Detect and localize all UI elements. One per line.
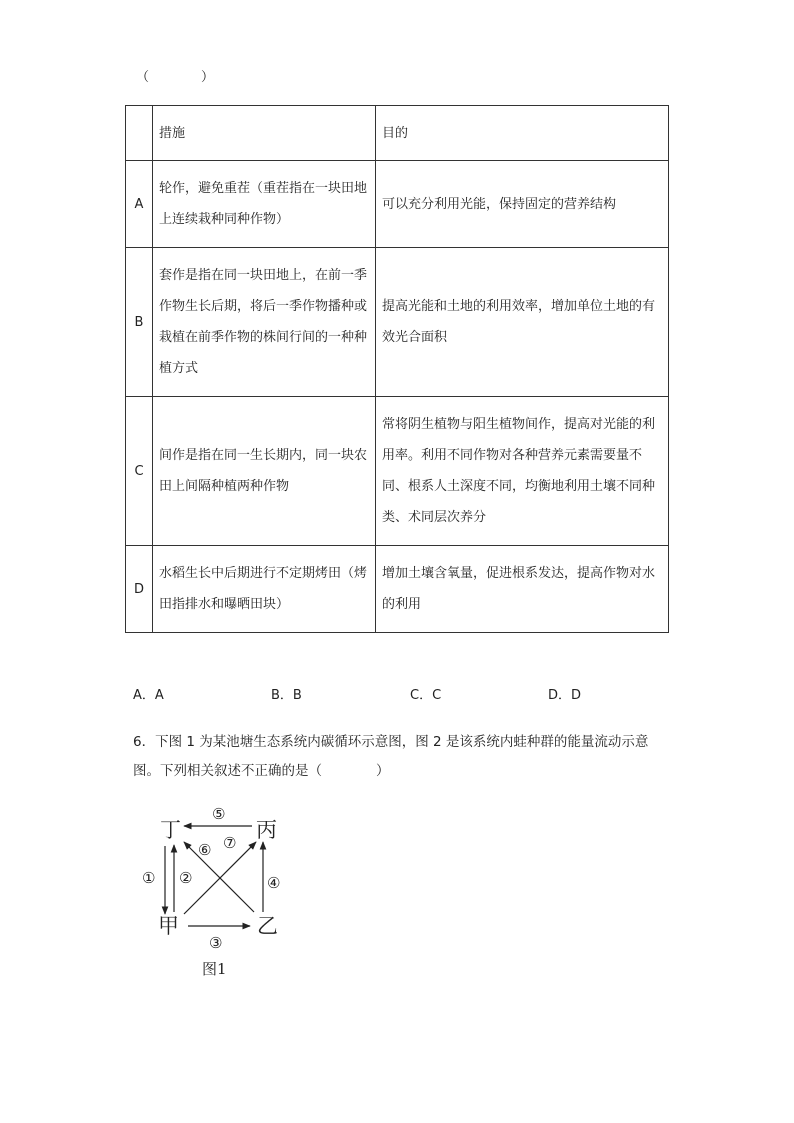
label-5: ⑤ xyxy=(212,805,226,823)
label-4: ④ xyxy=(267,874,281,892)
measures-table xyxy=(125,105,669,633)
option-a[interactable]: A．A xyxy=(133,688,164,703)
row-purpose: 可以充分利用光能，保持固定的营养结构 xyxy=(376,161,669,248)
table-row-d xyxy=(126,546,669,633)
label-3: ③ xyxy=(209,934,223,952)
row-label: B xyxy=(126,248,153,397)
node-ding: 丁 xyxy=(160,818,181,842)
question-6-text: 6．下图 1 为某池塘生态系统内碳循环示意图，图 2 是该系统内蛙种群的能量流动示意图。下列相关叙述不正确的是（ ） xyxy=(133,734,649,779)
header-measure: 措施 xyxy=(153,106,376,161)
row-measure: 套作是指在同一块田地上，在前一季作物生长后期，将后一季作物播种或栽植在前季作物的株间行间的一种种植方式 xyxy=(153,248,376,397)
row-purpose: 常将阴生植物与阳生植物间作，提高对光能的利用率。利用不同作物对各种营养元素需要量不同、根系人土深度不同，均衡地利用土壤不同种类、术同层次养分 xyxy=(376,397,669,546)
table-row-c xyxy=(126,397,669,546)
row-measure: 水稻生长中后期进行不定期烤田（烤田指排水和曝晒田块） xyxy=(153,546,376,633)
arrow-6 xyxy=(184,842,254,912)
label-7: ⑦ xyxy=(223,834,237,852)
table-header-row xyxy=(126,106,669,161)
table-row-a xyxy=(126,161,669,248)
table-row-b xyxy=(126,248,669,397)
row-label: C xyxy=(126,397,153,546)
header-purpose: 目的 xyxy=(376,106,669,161)
node-jia: 甲 xyxy=(158,914,179,938)
row-measure: 间作是指在同一生长期内，同一块农田上间隔种植两种作物 xyxy=(153,397,376,546)
option-b[interactable]: B．B xyxy=(271,688,302,703)
header-empty-cell xyxy=(126,106,153,161)
row-label: D xyxy=(126,546,153,633)
carbon-cycle-diagram xyxy=(130,798,300,983)
row-purpose: 增加土壤含氧量，促进根系发达，提高作物对水的利用 xyxy=(376,546,669,633)
node-bing: 丙 xyxy=(256,818,277,842)
label-1: ① xyxy=(142,869,156,887)
node-yi: 乙 xyxy=(257,914,278,938)
row-purpose: 提高光能和土地的利用效率，增加单位土地的有效光合面积 xyxy=(376,248,669,397)
row-label: A xyxy=(126,161,153,248)
option-d[interactable]: D．D xyxy=(548,688,582,703)
label-6: ⑥ xyxy=(198,841,212,859)
label-2: ② xyxy=(179,869,193,887)
answer-bracket: （ ） xyxy=(136,70,215,85)
figure-caption: 图1 xyxy=(202,960,227,978)
option-c[interactable]: C．C xyxy=(410,688,442,703)
row-measure: 轮作，避免重茬（重茬指在一块田地上连续栽种同种作物） xyxy=(153,161,376,248)
